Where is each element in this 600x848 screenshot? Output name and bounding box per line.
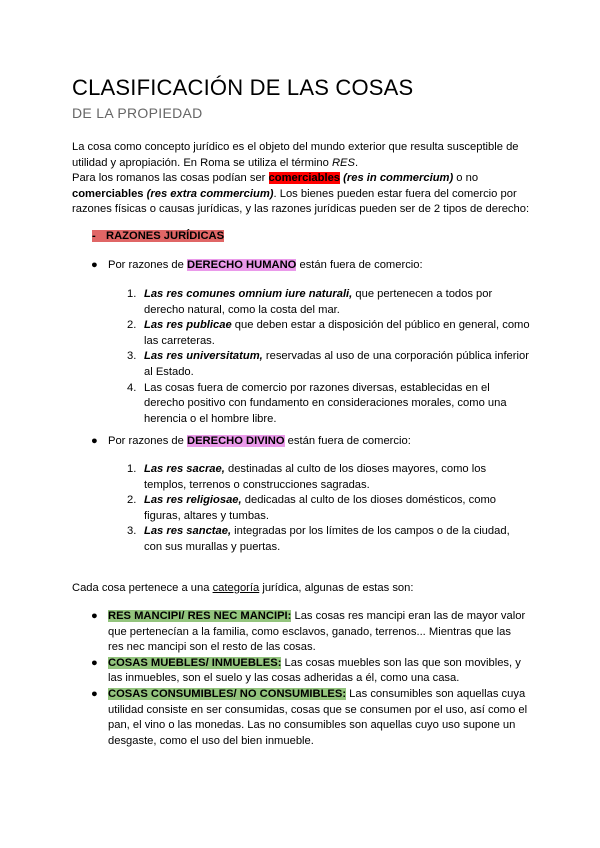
item-number: 3. bbox=[127, 525, 137, 538]
category-text: pan, el vino o las monedas. Las no consumibles son aquellas cuyo uso supone un bbox=[108, 719, 516, 732]
intro-line bbox=[72, 202, 534, 218]
bullet-text: están fuera de comercio: bbox=[296, 259, 423, 271]
list-item bbox=[127, 462, 536, 493]
no-comerciables: comerciables bbox=[72, 187, 144, 200]
item-term: Las res publicae bbox=[144, 319, 232, 332]
item-term: Las res religiosae, bbox=[144, 494, 242, 507]
heading-text: RAZONES JURÍDICAS bbox=[106, 230, 225, 242]
res-term: RES bbox=[331, 156, 355, 169]
intro-line bbox=[72, 171, 534, 187]
intro-text: razones físicas o causas jurídicas, y las razones jurídicas pueden ser de 2 tipos de derecho: bbox=[72, 203, 530, 216]
item-text: derecho positivo con fundamento en consideraciones morales, como una bbox=[144, 397, 507, 410]
intro-text: La cosa como concepto jurídico es el objeto del mundo exterior que resulta susceptible de bbox=[72, 141, 519, 153]
intro-line bbox=[72, 187, 534, 203]
item-term: Las res sanctae, bbox=[144, 525, 232, 538]
item-term: Las res comunes omnium iure naturali, bbox=[144, 288, 353, 300]
item-term: Las res universitatum, bbox=[144, 350, 263, 363]
intro-text: . Los bienes pueden estar fuera del comercio por bbox=[273, 187, 517, 200]
item-text: las carreteras. bbox=[144, 334, 215, 347]
highlight-derecho-humano: DERECHO HUMANO bbox=[186, 259, 297, 271]
category-label: COSAS MUEBLES/ INMUEBLES: bbox=[108, 656, 282, 669]
item-text: Las cosas fuera de comercio por razones diversas, establecidas en el bbox=[144, 381, 490, 394]
highlight-derecho-divino: DERECHO DIVINO bbox=[186, 435, 285, 447]
intro-text: utilidad y apropiación. En Roma se utiliza el término bbox=[72, 156, 332, 169]
item-number: 2. bbox=[127, 494, 137, 507]
intro-text: o no bbox=[453, 172, 479, 185]
intro-line bbox=[72, 140, 534, 156]
intro-text: jurídica, algunas de estas son: bbox=[259, 582, 414, 594]
category-text: las inmuebles, son el suelo y las cosas adheridas a él, como una casa. bbox=[108, 672, 460, 685]
category-text: res nec mancipi son el resto de las cosas. bbox=[108, 641, 316, 654]
item-text: que pertenecen a todos por bbox=[352, 288, 493, 300]
res-in-commercium: (res in commercium) bbox=[340, 172, 454, 185]
item-text: derecho natural, como la costa del mar. bbox=[144, 303, 340, 316]
item-number: 2. bbox=[127, 319, 137, 332]
category-text: desgaste, como el uso del bien inmueble. bbox=[108, 734, 314, 747]
bullet-icon: ● bbox=[91, 259, 98, 271]
categories-intro bbox=[72, 581, 534, 597]
item-text: templos, terrenos o construcciones sagradas. bbox=[144, 478, 370, 491]
item-number: 1. bbox=[127, 288, 137, 300]
category-item bbox=[91, 609, 538, 656]
list-item bbox=[127, 318, 536, 349]
item-number: 3. bbox=[127, 350, 137, 363]
highlight-comerciables: comerciables bbox=[268, 172, 341, 185]
list-item bbox=[127, 349, 536, 380]
category-text: Las consumibles son aquellas cuya bbox=[346, 687, 526, 700]
res-extra-commercium: (res extra commercium) bbox=[143, 187, 274, 200]
page-subtitle: DE LA PROPIEDAD bbox=[72, 105, 203, 121]
item-text: que deben estar a disposición del público en general, como bbox=[231, 319, 530, 332]
item-text: herencia o el hombre libre. bbox=[144, 412, 277, 425]
item-number: 1. bbox=[127, 463, 137, 475]
intro-text: Cada cosa pertenece a una bbox=[72, 582, 213, 594]
heading-marker: - bbox=[92, 230, 96, 242]
intro-text: . bbox=[354, 156, 359, 169]
category-item bbox=[91, 656, 538, 687]
category-label: COSAS CONSUMIBLES/ NO CONSUMIBLES: bbox=[108, 687, 347, 700]
list-item bbox=[127, 524, 536, 555]
item-text: al Estado. bbox=[144, 365, 194, 378]
list-item bbox=[127, 287, 536, 318]
bullet-derecho-humano bbox=[91, 258, 423, 274]
category-item bbox=[91, 687, 538, 749]
categoria-link: categoría bbox=[212, 582, 260, 594]
item-number: 4. bbox=[127, 381, 137, 394]
item-term: Las res sacrae, bbox=[144, 463, 225, 475]
category-label: RES MANCIPI/ RES NEC MANCIPI: bbox=[108, 610, 292, 622]
category-text: que pertenecían a la familia, como esclavos, ganado, terrenos... Mientras que las bbox=[108, 625, 511, 638]
bullet-text: Por razones de bbox=[108, 435, 187, 447]
bullet-icon: ● bbox=[91, 435, 98, 447]
category-text: Las cosas res mancipi eran las de mayor valor bbox=[291, 610, 526, 622]
category-text: utilidad consiste en ser consumidas, cosas que se consumen por el uso, así como el bbox=[108, 703, 528, 716]
bullet-icon: ● bbox=[91, 687, 98, 700]
intro-line bbox=[72, 156, 534, 172]
categories-list bbox=[91, 609, 538, 749]
page-title: CLASIFICACIÓN DE LAS COSAS bbox=[72, 75, 414, 100]
item-text: dedicadas al culto de los dioses domésticos, como bbox=[241, 494, 496, 507]
intro-text: Para los romanos las cosas podían ser bbox=[72, 172, 269, 185]
list-item bbox=[127, 381, 536, 428]
item-text: figuras, altares y tumbas. bbox=[144, 509, 269, 522]
item-text: integradas por los límites de los campos o de la ciudad, bbox=[231, 525, 510, 538]
item-text: con sus murallas y puertas. bbox=[144, 540, 281, 553]
list-item bbox=[127, 493, 536, 524]
item-text: reservadas al uso de una corporación pública inferior bbox=[262, 350, 529, 363]
bullet-text: están fuera de comercio: bbox=[284, 435, 411, 447]
section-heading bbox=[92, 228, 224, 244]
list-derecho-humano bbox=[127, 287, 536, 427]
bullet-text: Por razones de bbox=[108, 259, 187, 271]
bullet-icon: ● bbox=[91, 610, 98, 622]
bullet-icon: ● bbox=[91, 656, 98, 669]
intro-paragraph bbox=[72, 140, 534, 218]
list-derecho-divino bbox=[127, 462, 536, 556]
category-text: Las cosas muebles son las que son movibles, y bbox=[281, 656, 521, 669]
item-text: destinadas al culto de los dioses mayores, como los bbox=[224, 463, 487, 475]
bullet-derecho-divino bbox=[91, 434, 411, 450]
